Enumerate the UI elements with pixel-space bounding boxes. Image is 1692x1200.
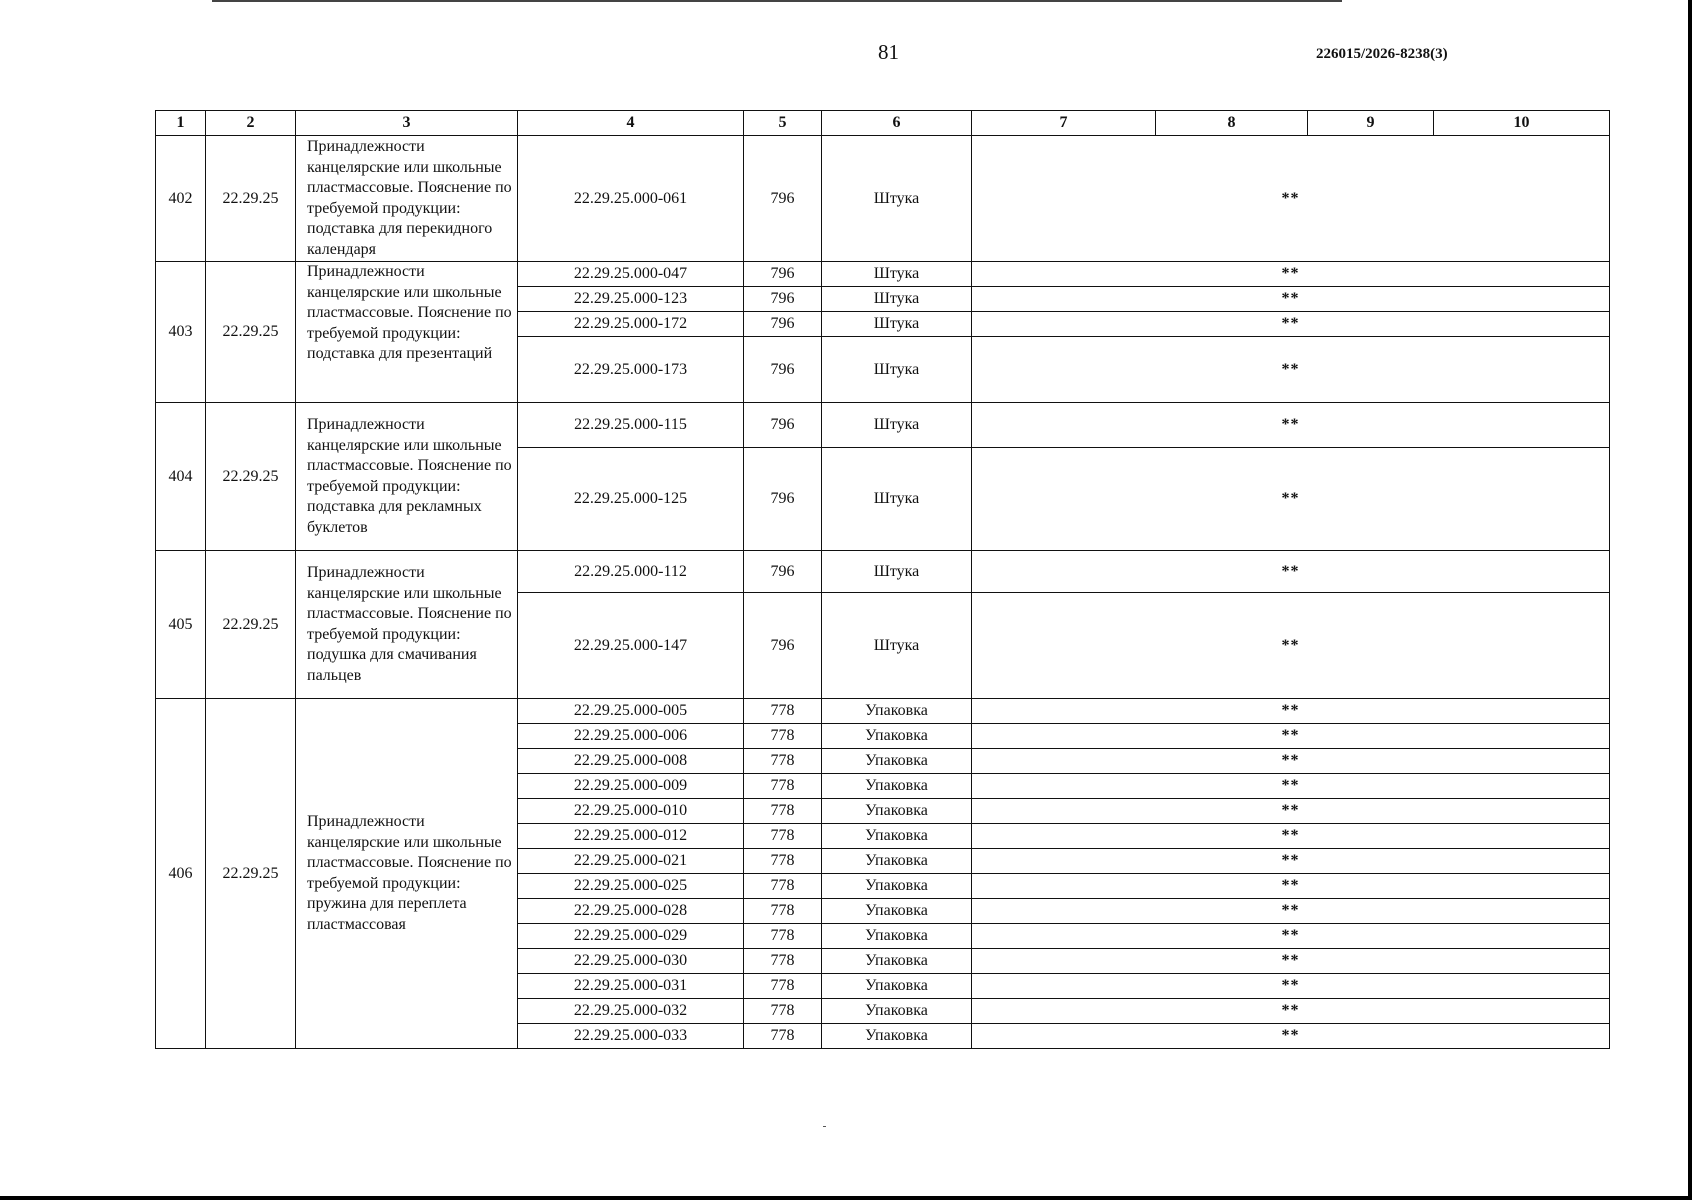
scan-border-right	[1688, 0, 1692, 1200]
row-number: 402	[156, 136, 206, 262]
okei-code: 778	[744, 974, 822, 999]
unit-name: Упаковка	[822, 999, 972, 1024]
note-stars: **	[972, 824, 1610, 849]
top-rule	[212, 0, 1342, 2]
table-row	[156, 699, 1610, 724]
unit-name: Упаковка	[822, 1024, 972, 1049]
okei-code: 796	[744, 136, 822, 262]
unit-name: Штука	[822, 312, 972, 337]
note-stars: **	[972, 899, 1610, 924]
ktru-code: 22.29.25.000-028	[518, 899, 744, 924]
okei-code: 778	[744, 849, 822, 874]
item-description: Принадлежности канцелярские или школьные пластмассовые. Пояснение по требуемой продукции: подставка для презентаций	[296, 262, 518, 403]
ktru-code: 22.29.25.000-125	[518, 448, 744, 551]
ktru-code: 22.29.25.000-005	[518, 699, 744, 724]
note-stars: **	[972, 1024, 1610, 1049]
unit-name: Упаковка	[822, 824, 972, 849]
column-header: 9	[1308, 111, 1434, 136]
note-stars: **	[972, 551, 1610, 593]
unit-name: Штука	[822, 262, 972, 287]
okei-code: 778	[744, 799, 822, 824]
unit-name: Штука	[822, 337, 972, 403]
specification-table	[155, 110, 1610, 1049]
item-description: Принадлежности канцелярские или школьные пластмассовые. Пояснение по требуемой продукции: пружина для переплета пластмассовая	[296, 699, 518, 1049]
ktru-code: 22.29.25.000-031	[518, 974, 744, 999]
unit-name: Штука	[822, 287, 972, 312]
okei-code: 778	[744, 949, 822, 974]
note-stars: **	[972, 337, 1610, 403]
unit-name: Штука	[822, 593, 972, 699]
document-code: 226015/2026-8238(3)	[1316, 46, 1448, 62]
scan-speck	[823, 1126, 826, 1127]
item-description: Принадлежности канцелярские или школьные пластмассовые. Пояснение по требуемой продукции: подставка для рекламных буклетов	[296, 403, 518, 551]
unit-name: Упаковка	[822, 924, 972, 949]
okei-code: 778	[744, 874, 822, 899]
okei-code: 778	[744, 724, 822, 749]
column-header: 4	[518, 111, 744, 136]
okei-code: 778	[744, 774, 822, 799]
ktru-code: 22.29.25.000-012	[518, 824, 744, 849]
unit-name: Упаковка	[822, 899, 972, 924]
ktru-code: 22.29.25.000-115	[518, 403, 744, 448]
scan-border-bottom	[0, 1196, 1692, 1200]
unit-name: Штука	[822, 448, 972, 551]
unit-name: Упаковка	[822, 974, 972, 999]
note-stars: **	[972, 799, 1610, 824]
okei-code: 796	[744, 337, 822, 403]
note-stars: **	[972, 448, 1610, 551]
ktru-code: 22.29.25.000-025	[518, 874, 744, 899]
ktru-code: 22.29.25.000-021	[518, 849, 744, 874]
column-header: 7	[972, 111, 1156, 136]
okei-code: 778	[744, 924, 822, 949]
table-row	[156, 551, 1610, 593]
row-number: 406	[156, 699, 206, 1049]
ktru-code: 22.29.25.000-006	[518, 724, 744, 749]
okei-code: 796	[744, 312, 822, 337]
table-row	[156, 403, 1610, 448]
ktru-code: 22.29.25.000-010	[518, 799, 744, 824]
okei-code: 796	[744, 448, 822, 551]
unit-name: Упаковка	[822, 774, 972, 799]
okei-code: 796	[744, 287, 822, 312]
column-header: 2	[206, 111, 296, 136]
okpd-code: 22.29.25	[206, 136, 296, 262]
ktru-code: 22.29.25.000-029	[518, 924, 744, 949]
okpd-code: 22.29.25	[206, 403, 296, 551]
note-stars: **	[972, 262, 1610, 287]
ktru-code: 22.29.25.000-047	[518, 262, 744, 287]
ktru-code: 22.29.25.000-172	[518, 312, 744, 337]
unit-name: Упаковка	[822, 874, 972, 899]
okei-code: 778	[744, 899, 822, 924]
ktru-code: 22.29.25.000-032	[518, 999, 744, 1024]
column-header: 6	[822, 111, 972, 136]
column-header: 8	[1156, 111, 1308, 136]
okpd-code: 22.29.25	[206, 551, 296, 699]
unit-name: Штука	[822, 403, 972, 448]
okei-code: 796	[744, 403, 822, 448]
okei-code: 778	[744, 749, 822, 774]
note-stars: **	[972, 849, 1610, 874]
unit-name: Упаковка	[822, 699, 972, 724]
okei-code: 778	[744, 824, 822, 849]
ktru-code: 22.29.25.000-030	[518, 949, 744, 974]
ktru-code: 22.29.25.000-123	[518, 287, 744, 312]
ktru-code: 22.29.25.000-147	[518, 593, 744, 699]
row-number: 404	[156, 403, 206, 551]
ktru-code: 22.29.25.000-009	[518, 774, 744, 799]
note-stars: **	[972, 287, 1610, 312]
unit-name: Упаковка	[822, 724, 972, 749]
note-stars: **	[972, 774, 1610, 799]
note-stars: **	[972, 699, 1610, 724]
row-number: 405	[156, 551, 206, 699]
note-stars: **	[972, 403, 1610, 448]
column-header: 3	[296, 111, 518, 136]
unit-name: Упаковка	[822, 949, 972, 974]
unit-name: Упаковка	[822, 749, 972, 774]
ktru-code: 22.29.25.000-008	[518, 749, 744, 774]
okei-code: 778	[744, 999, 822, 1024]
ktru-code: 22.29.25.000-112	[518, 551, 744, 593]
table-row	[156, 136, 1610, 262]
note-stars: **	[972, 749, 1610, 774]
okpd-code: 22.29.25	[206, 699, 296, 1049]
note-stars: **	[972, 924, 1610, 949]
column-header: 5	[744, 111, 822, 136]
note-stars: **	[972, 593, 1610, 699]
page-number: 81	[878, 40, 899, 64]
note-stars: **	[972, 974, 1610, 999]
unit-name: Штука	[822, 551, 972, 593]
okei-code: 796	[744, 551, 822, 593]
okei-code: 796	[744, 262, 822, 287]
note-stars: **	[972, 999, 1610, 1024]
note-stars: **	[972, 312, 1610, 337]
ktru-code: 22.29.25.000-061	[518, 136, 744, 262]
unit-name: Упаковка	[822, 849, 972, 874]
okei-code: 778	[744, 699, 822, 724]
note-stars: **	[972, 724, 1610, 749]
column-header: 10	[1434, 111, 1610, 136]
unit-name: Упаковка	[822, 799, 972, 824]
okpd-code: 22.29.25	[206, 262, 296, 403]
item-description: Принадлежности канцелярские или школьные пластмассовые. Пояснение по требуемой продукции: подставка для перекидного календаря	[296, 136, 518, 262]
column-header: 1	[156, 111, 206, 136]
note-stars: **	[972, 874, 1610, 899]
okei-code: 796	[744, 593, 822, 699]
unit-name: Штука	[822, 136, 972, 262]
ktru-code: 22.29.25.000-173	[518, 337, 744, 403]
ktru-code: 22.29.25.000-033	[518, 1024, 744, 1049]
item-description: Принадлежности канцелярские или школьные пластмассовые. Пояснение по требуемой продукции: подушка для смачивания пальцев	[296, 551, 518, 699]
note-stars: **	[972, 136, 1610, 262]
note-stars: **	[972, 949, 1610, 974]
okei-code: 778	[744, 1024, 822, 1049]
table-row	[156, 262, 1610, 287]
row-number: 403	[156, 262, 206, 403]
column-number-row	[156, 111, 1610, 136]
